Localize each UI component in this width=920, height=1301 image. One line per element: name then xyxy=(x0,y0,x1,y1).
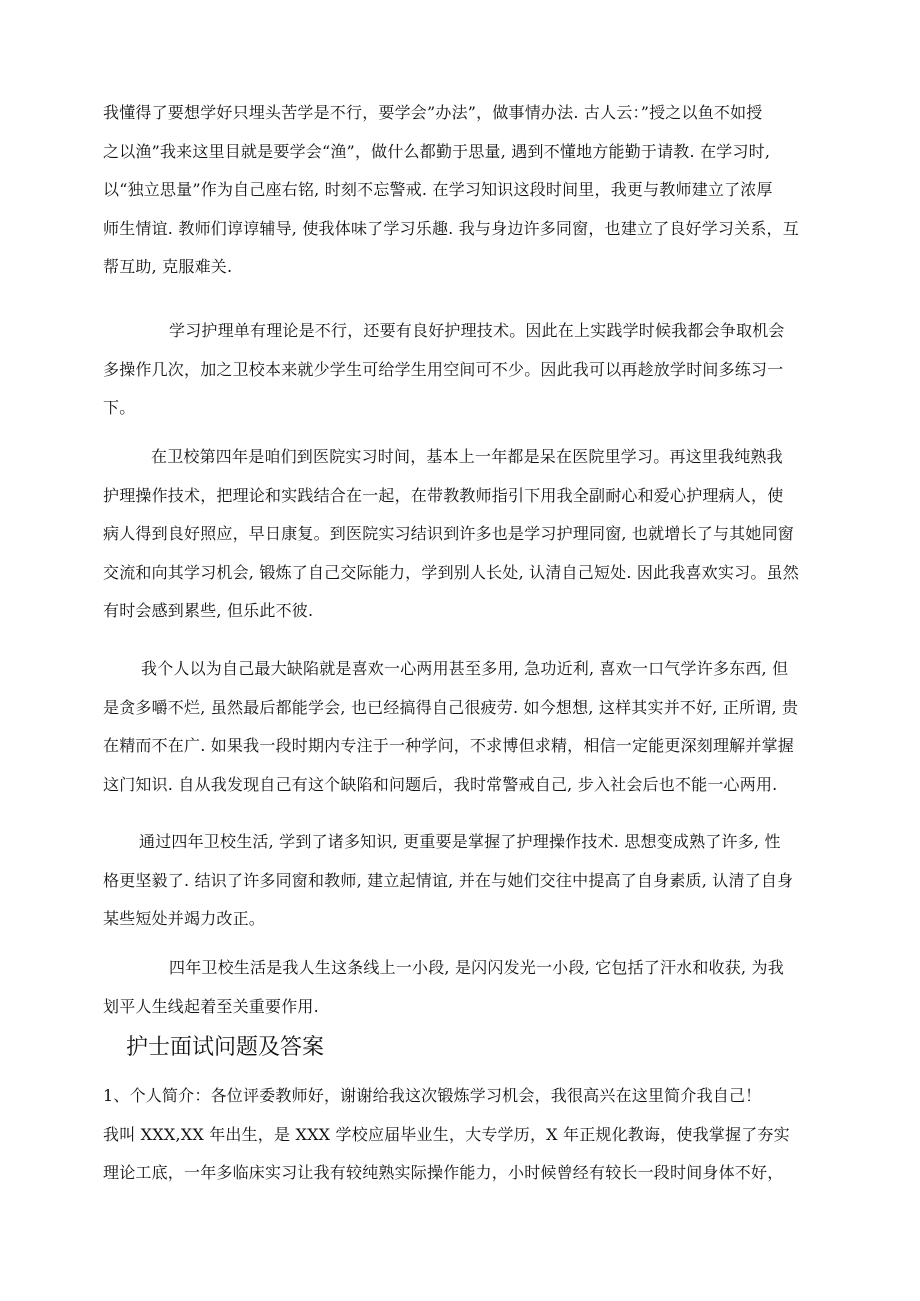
text-line: 四年卫校生活是我人生这条线上一小段, 是闪闪发光一小段, 它包括了汗水和收获, 为我 xyxy=(169,958,784,977)
text-line: 之以渔”我来这里目就是要学会“渔”，做什么都勤于思量, 遇到不懂地方能勤于请教. 在学习时, xyxy=(103,141,771,161)
text-line: 我懂得了要想学好只埋头苦学是不行，要学会”办法”，做事情办法. 古人云：”授之以鱼不如授 xyxy=(103,103,763,122)
text-line: 交流和向其学习机会, 锻炼了自己交际能力，学到别人长处, 认清自己短处. 因此我喜欢实习。虽然 xyxy=(103,562,799,582)
text-line: 这门知识. 自从我发现自己有这个缺陷和问题后，我时常警戒自己, 步入社会后也不能一心两用. xyxy=(103,774,778,794)
text-line: 师生情谊. 教师们谆谆辅导, 使我体味了学习乐趣. 我与身边许多同窗，也建立了良好学习关系，互 xyxy=(103,218,799,238)
text-line: 在精而不在广. 如果我一段时期内专注于一种学问，不求博但求精，相信一定能更深刻理解并掌握 xyxy=(103,736,794,755)
paragraph-weakness xyxy=(103,650,823,804)
text-line: 下。 xyxy=(103,398,136,417)
text-line: 我叫 XXX,XX 年出生，是 XXX 学校应届毕业生，大专学历，X 年正规化教诲，使我掌握了夯实 xyxy=(103,1124,790,1144)
text-line: 通过四年卫校生活, 学到了诸多知识, 更重要是掌握了护理操作技术. 思想变成熟了许多, 性 xyxy=(139,832,781,851)
text-line: 我个人以为自己最大缺陷就是喜欢一心两用甚至多用, 急功近利, 喜欢一口气学许多东西, 但 xyxy=(141,659,789,678)
text-line: 有时会感到累些, 但乐此不彼. xyxy=(103,601,314,620)
paragraph-conclusion xyxy=(103,949,823,1026)
text-line: 是贪多嚼不烂, 虽然最后都能学会, 也已经搞得自己很疲劳. 如今想想, 这样其实并不好, 正所谓, 贵 xyxy=(103,697,799,717)
text-line: 帮互助, 克服难关. xyxy=(103,257,233,276)
text-line: 病人得到良好照应，早日康复。到医院实习结识到许多也是学习护理同窗, 也就增长了与其她同窗 xyxy=(103,524,794,543)
paragraph-nursing-skills xyxy=(103,312,823,428)
text-line: 多操作几次，加之卫校本来就少学生可给学生用空间可不少。因此我可以再趁放学时间多练习一 xyxy=(103,359,784,379)
paragraph-self-introduction xyxy=(103,1077,823,1193)
paragraph-internship xyxy=(103,438,823,631)
text-line: 某些短处并竭力改正。 xyxy=(103,909,266,928)
paragraph-study-method xyxy=(103,94,823,287)
text-line: 学习护理单有理论是不行，还要有良好护理技术。因此在上实践学时候我都会争取机会 xyxy=(169,321,785,340)
text-line: 在卫校第四年是咱们到医院实习时间，基本上一年都是呆在医院里学习。再这里我纯熟我 xyxy=(151,447,783,466)
text-line: 以“独立思量”作为自己座右铭, 时刻不忘警戒. 在学习知识这段时间里，我更与教师建立了浓厚 xyxy=(103,180,773,199)
text-line: 划平人生线起着至关重要作用. xyxy=(103,996,319,1016)
text-line: 格更坚毅了. 结识了许多同窗和教师, 建立起情谊, 并在与她们交往中提高了自身素质, 认清了自身 xyxy=(103,870,794,890)
text-line: 1、个人简介：各位评委教师好，谢谢给我这次锻炼学习机会，我很高兴在这里简介我自己！ xyxy=(103,1086,762,1105)
text-line: 护理操作技术，把理论和实践结合在一起，在带教教师指引下用我全副耐心和爱心护理病人，使 xyxy=(103,485,784,505)
text-line: 理论工底，一年多临床实习让我有较纯熟实际操作能力，小时候曾经有较长一段时间身体不好， xyxy=(103,1163,784,1182)
paragraph-summary xyxy=(103,823,823,939)
section-heading: 护士面试问题及答案 xyxy=(126,1035,325,1060)
